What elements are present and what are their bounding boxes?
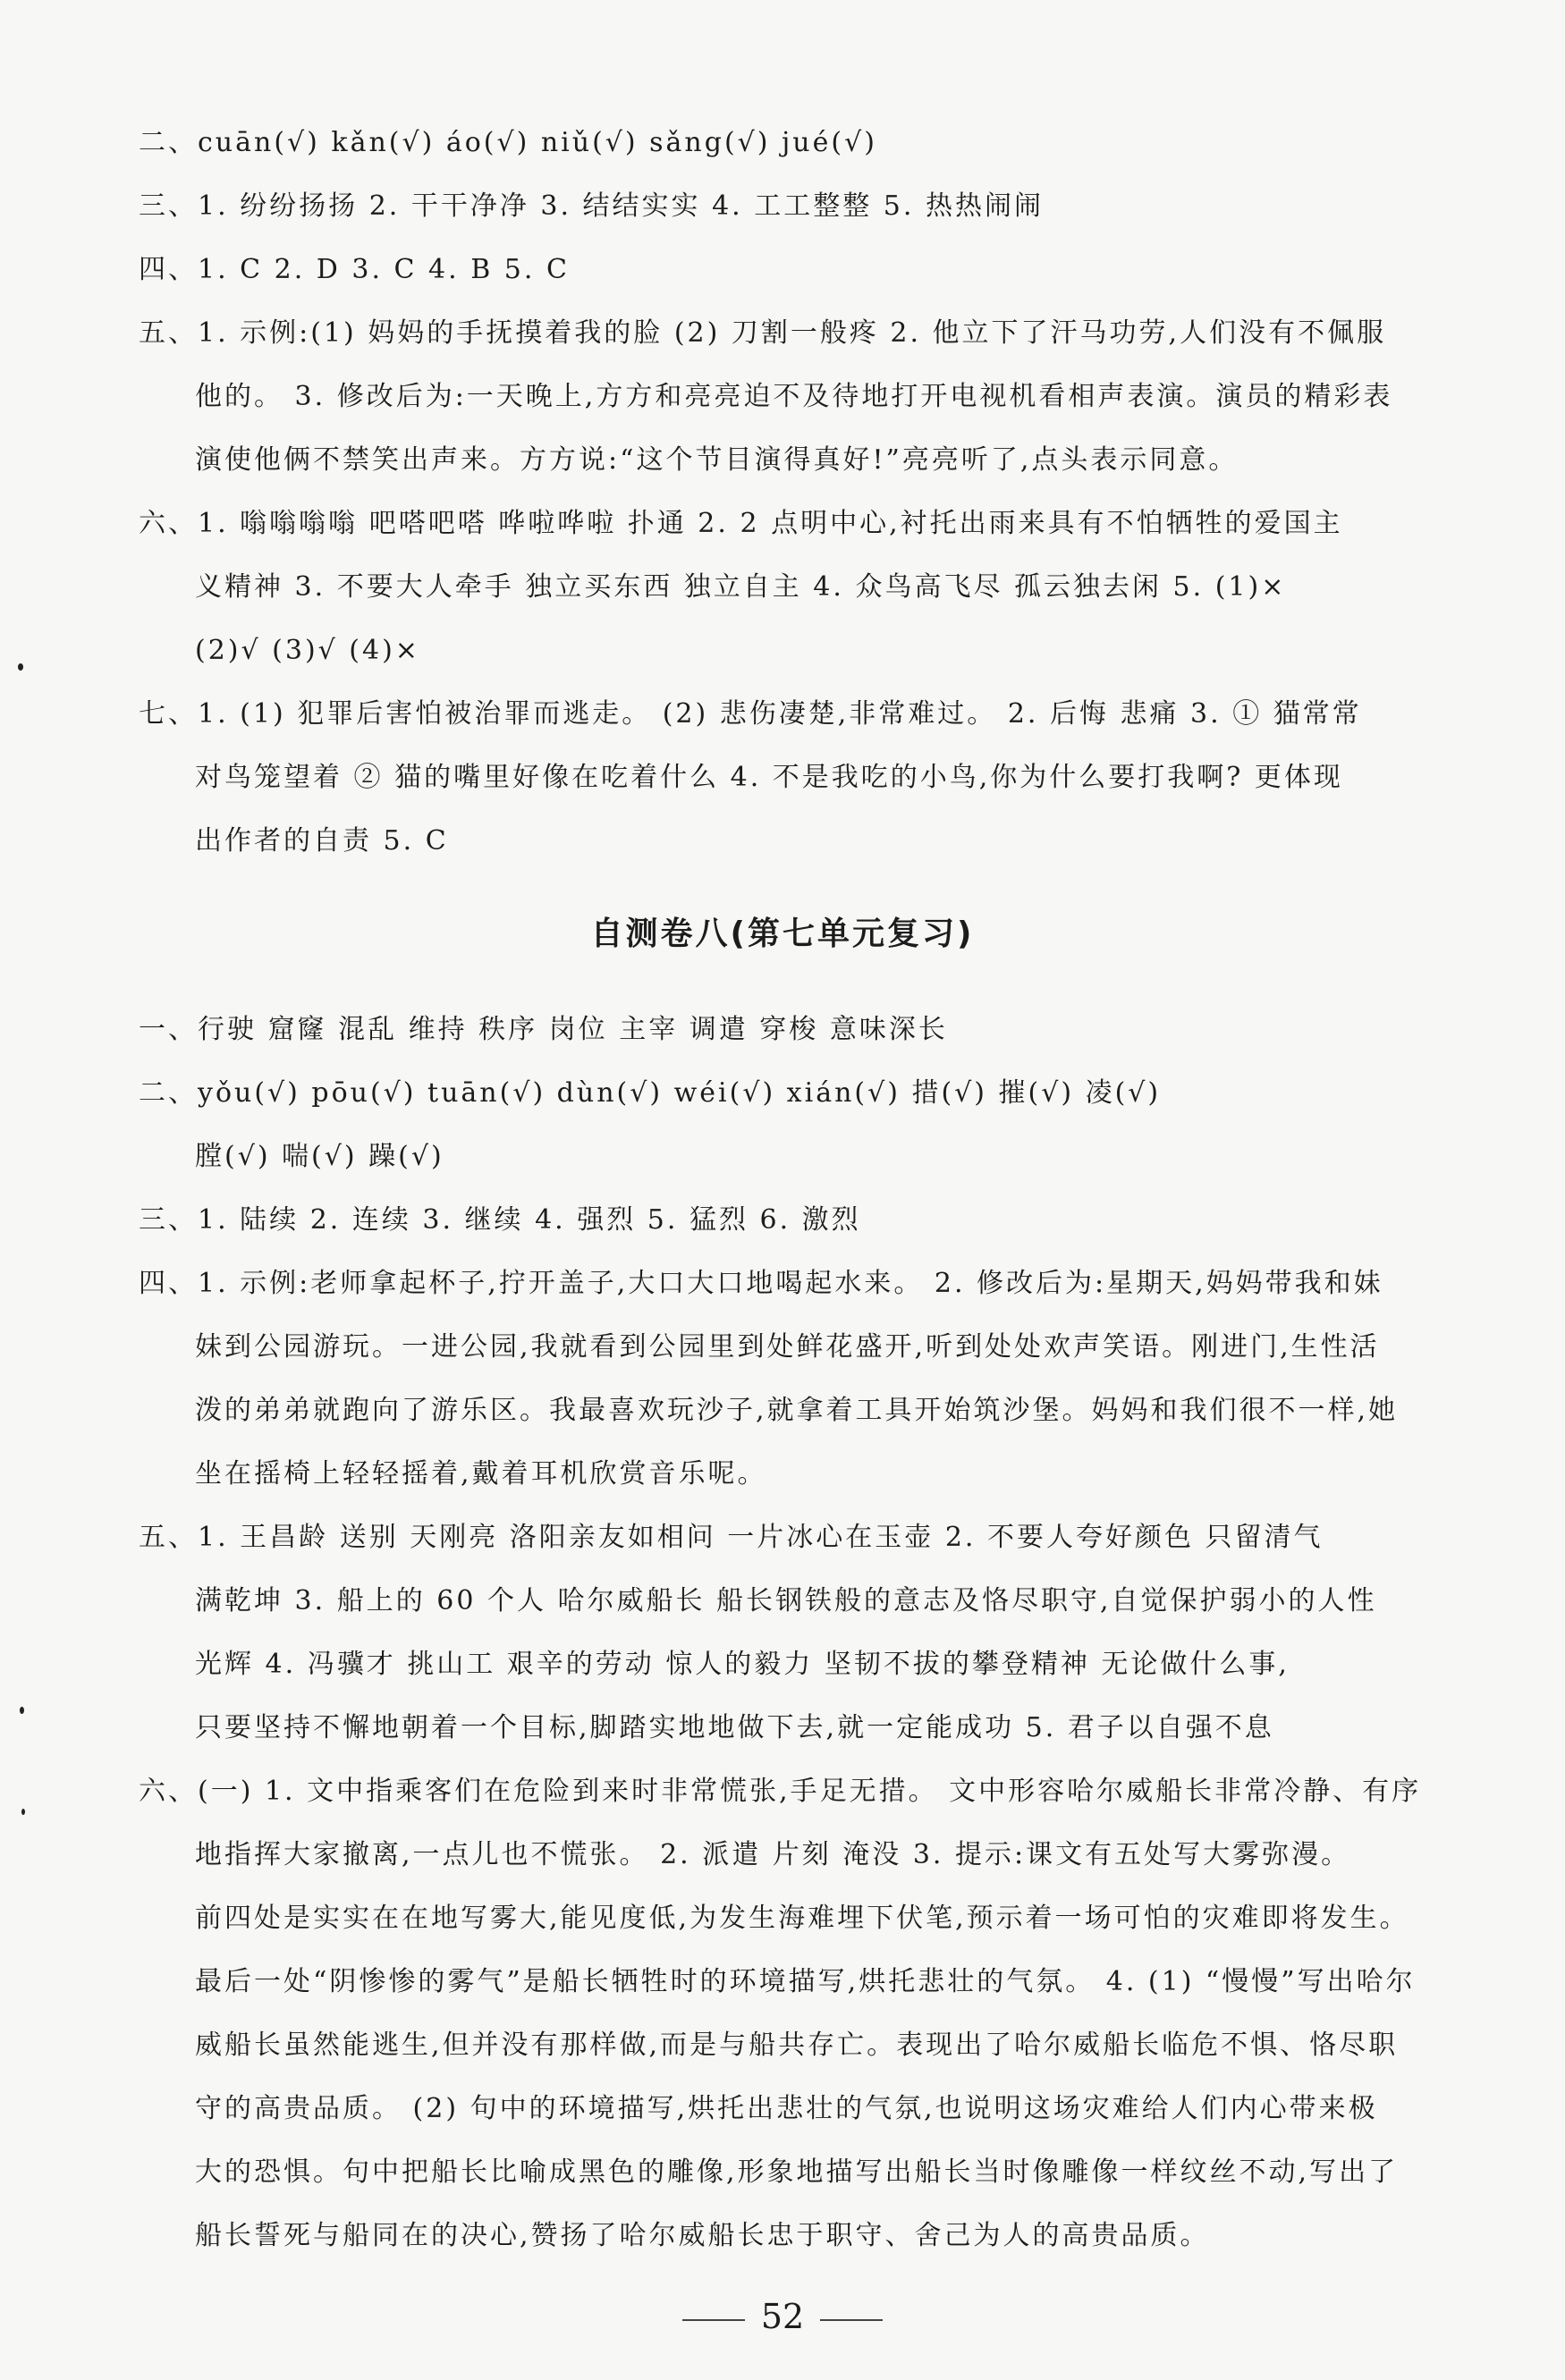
answer-line: 他的。 3. 修改后为:一天晚上,方方和亮亮迫不及待地打开电视机看相声表演。演员的精彩表 xyxy=(195,381,1393,412)
footer-dash-right xyxy=(820,2319,883,2321)
page-number: 52 xyxy=(760,2297,805,2336)
binding-mark xyxy=(18,663,23,671)
answer-line: 六、1. 嗡嗡嗡嗡 吧嗒吧嗒 哗啦哗啦 扑通 2. 2 点明中心,衬托出雨来具有不怕牺牲的爱国主 xyxy=(139,508,1343,539)
answer-line: 三、1. 纷纷扬扬 2. 干干净净 3. 结结实实 4. 工工整整 5. 热热闹闹 xyxy=(139,190,1044,222)
answer-line: 膛(√) 喘(√) 躁(√) xyxy=(195,1141,444,1172)
answer-line: 演使他俩不禁笑出声来。方方说:“这个节目演得真好!”亮亮听了,点头表示同意。 xyxy=(195,444,1239,476)
answer-line: 二、yǒu(√) pōu(√) tuān(√) dùn(√) wéi(√) xián(√) 措(√) 摧(√) 凌(√) xyxy=(139,1077,1162,1109)
answer-line: 前四处是实实在在地写雾大,能见度低,为发生海难埋下伏笔,预示着一场可怕的灾难即将发生。 xyxy=(195,1903,1409,1934)
answer-line: 六、(一) 1. 文中指乘客们在危险到来时非常慌张,手足无措。 文中形容哈尔威船长非常冷静、有序 xyxy=(139,1776,1422,1807)
answer-line: 只要坚持不懈地朝着一个目标,脚踏实地地做下去,就一定能成功 5. 君子以自强不息 xyxy=(195,1712,1274,1743)
binding-mark xyxy=(21,1809,25,1815)
answer-line: 五、1. 示例:(1) 妈妈的手抚摸着我的脸 (2) 刀割一般疼 2. 他立下了汗马功劳,人们没有不佩服 xyxy=(139,317,1387,349)
section-title: 自测卷八(第七单元复习) xyxy=(590,916,975,952)
answer-line: 妹到公园游玩。一进公园,我就看到公园里到处鲜花盛开,听到处处欢声笑语。刚进门,生性活 xyxy=(195,1331,1380,1363)
answer-line: 二、cuān(√) kǎn(√) áo(√) niǔ(√) sǎng(√) jué(√) xyxy=(139,127,877,158)
answer-line: 泼的弟弟就跑向了游乐区。我最喜欢玩沙子,就拿着工具开始筑沙堡。妈妈和我们很不一样,她 xyxy=(195,1395,1399,1426)
answer-line: 船长誓死与船同在的决心,赞扬了哈尔威船长忠于职守、舍己为人的高贵品质。 xyxy=(195,2220,1210,2251)
answer-line: 地指挥大家撤离,一点儿也不慌张。 2. 派遣 片刻 淹没 3. 提示:课文有五处写大雾弥漫。 xyxy=(195,1839,1351,1870)
answer-line: 最后一处“阴惨惨的雾气”是船长牺牲时的环境描写,烘托悲壮的气氛。 4. (1) “慢慢”写出哈尔 xyxy=(195,1966,1416,1997)
answer-line: 光辉 4. 冯骥才 挑山工 艰辛的劳动 惊人的毅力 坚韧不拔的攀登精神 无论做什么事, xyxy=(195,1649,1290,1680)
answer-line: 满乾坤 3. 船上的 60 个人 哈尔威船长 船长钢铁般的意志及恪尽职守,自觉保护弱小的人性 xyxy=(195,1585,1377,1616)
answer-line: 三、1. 陆续 2. 连续 3. 继续 4. 强烈 5. 猛烈 6. 激烈 xyxy=(139,1204,861,1236)
answer-line: 四、1. C 2. D 3. C 4. B 5. C xyxy=(139,254,570,285)
answer-line: (2)√ (3)√ (4)× xyxy=(195,635,420,666)
footer-dash-left xyxy=(682,2319,745,2321)
answer-line: 五、1. 王昌龄 送别 天刚亮 洛阳亲友如相问 一片冰心在玉壶 2. 不要人夸好颜色 只留清气 xyxy=(139,1522,1324,1553)
answer-line: 出作者的自责 5. C xyxy=(195,825,449,857)
answer-line: 威船长虽然能逃生,但并没有那样做,而是与船共存亡。表现出了哈尔威船长临危不惧、恪尽职 xyxy=(195,2030,1399,2061)
answer-line: 大的恐惧。句中把船长比喻成黑色的雕像,形象地描写出船长当时像雕像一样纹丝不动,写出了 xyxy=(195,2156,1399,2188)
answer-line: 七、1. (1) 犯罪后害怕被治罪而逃走。 (2) 悲伤凄楚,非常难过。 2. 后悔 悲痛 3. ① 猫常常 xyxy=(139,698,1362,730)
answer-line: 四、1. 示例:老师拿起杯子,拧开盖子,大口大口地喝起水来。 2. 修改后为:星期天,妈妈带我和妹 xyxy=(139,1268,1383,1299)
answer-line: 对鸟笼望着 ② 猫的嘴里好像在吃着什么 4. 不是我吃的小鸟,你为什么要打我啊? 更体现 xyxy=(195,762,1343,793)
answer-line: 一、行驶 窟窿 混乱 维持 秩序 岗位 主宰 调遣 穿梭 意味深长 xyxy=(139,1014,948,1045)
answer-line: 义精神 3. 不要大人牵手 独立买东西 独立自主 4. 众鸟高飞尽 孤云独去闲 5. (1)× xyxy=(195,571,1287,603)
page-footer xyxy=(0,2296,1565,2337)
binding-mark xyxy=(20,1707,24,1714)
answer-line: 守的高贵品质。 (2) 句中的环境描写,烘托出悲壮的气氛,也说明这场灾难给人们内心带来极 xyxy=(195,2093,1378,2124)
answer-line: 坐在摇椅上轻轻摇着,戴着耳机欣赏音乐呢。 xyxy=(195,1458,767,1490)
